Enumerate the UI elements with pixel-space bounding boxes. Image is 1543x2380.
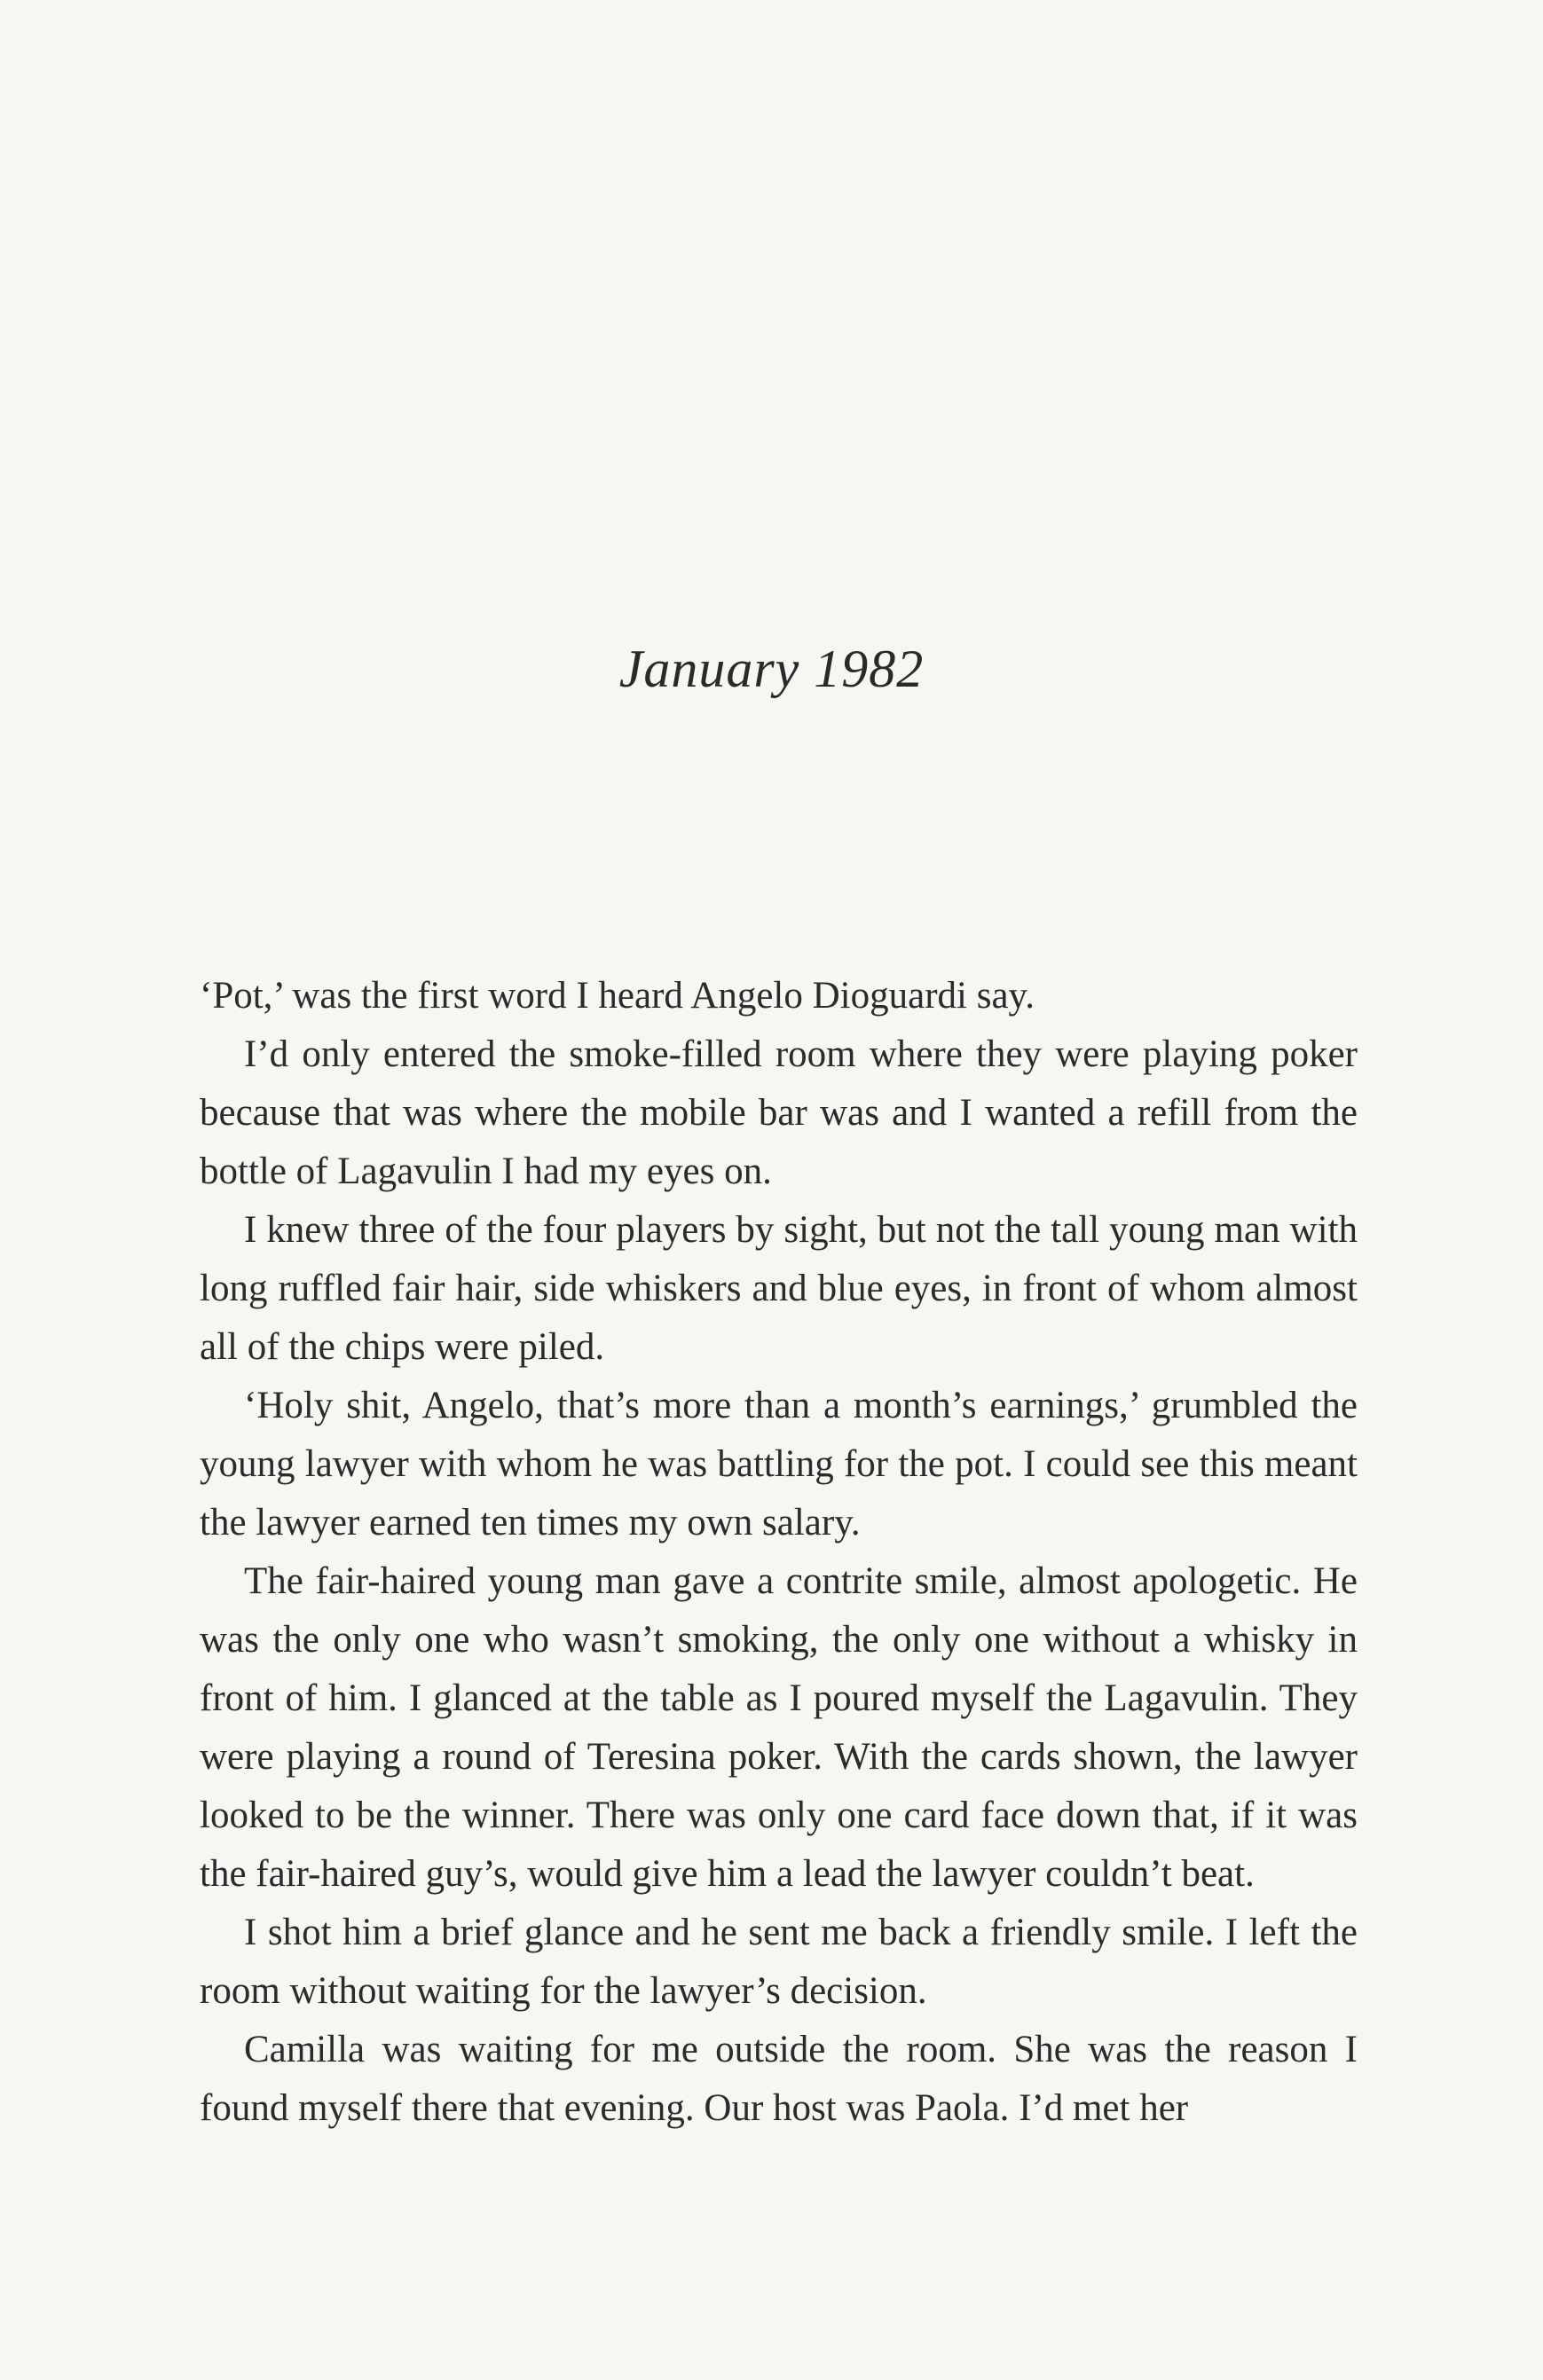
- chapter-heading: January 1982: [618, 640, 925, 698]
- paragraph: The fair-haired young man gave a contrite smile, almost apologetic. He was the only one who wasn’t smoking, the only one without a whisky in front of him. I glanced at the table as I poured myself the Lagavulin. They were playing a round of Teresina poker. With the cards shown, the lawyer looked to be the winner. There was only one card face down that, if it was the fair-haired guy’s, would give him a lead the lawyer couldn’t beat.: [200, 1560, 1358, 1895]
- paragraph: I knew three of the four players by sight, but not the tall young man with long ruffled fair hair, side whiskers and blue eyes, in front of whom almost all of the chips were piled.: [200, 1209, 1358, 1368]
- paragraph: ‘Pot,’ was the first word I heard Angelo Dioguardi say.: [200, 975, 1035, 1017]
- body-text: [200, 967, 1358, 2138]
- paragraph: ‘Holy shit, Angelo, that’s more than a month’s earnings,’ grumbled the young lawyer with whom he was battling for the pot. I could see this meant the lawyer earned ten times my own salary.: [200, 1385, 1358, 1543]
- paragraph: I shot him a brief glance and he sent me back a friendly smile. I left the room without waiting for the lawyer’s decision.: [200, 1912, 1358, 2012]
- paragraph: I’d only entered the smoke-filled room where they were playing poker because that was where the mobile bar was and I wanted a refill from the bottle of Lagavulin I had my eyes on.: [200, 1033, 1358, 1192]
- paragraph: Camilla was waiting for me outside the room. She was the reason I found myself there that evening. Our host was Paola. I’d met her: [200, 2029, 1358, 2129]
